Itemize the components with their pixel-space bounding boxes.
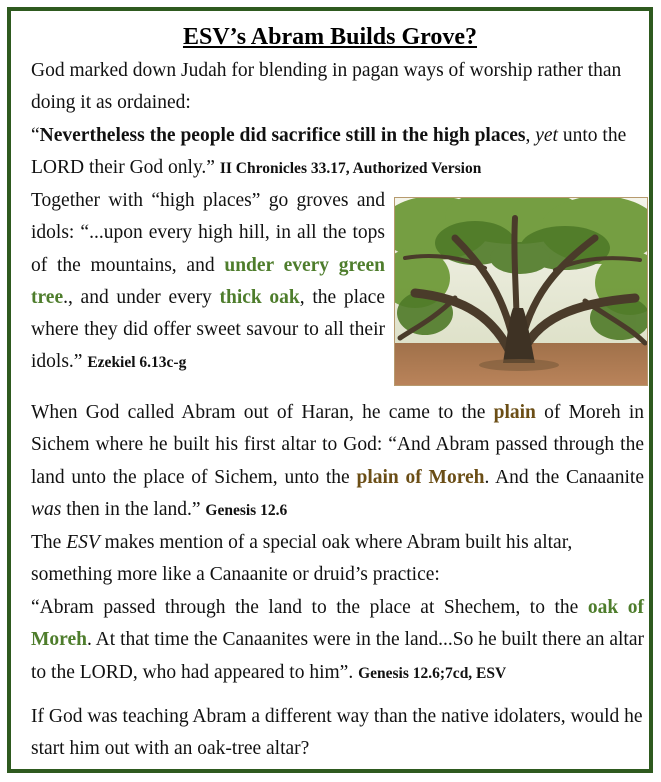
quote-rest: unto the LORD their God only.” — [31, 125, 627, 179]
thick-oak: thick oak — [219, 286, 300, 308]
abram-paragraph — [31, 397, 644, 527]
closing-paragraph: If God was teaching Abram a different way than the native idolaters, would he start him out with an oak-tree altar? — [31, 706, 643, 760]
oak-of-moreh: oak of Moreh — [31, 597, 645, 651]
abram-text-a: When God called Abram out of Haran, he came to the — [31, 402, 494, 423]
chronicles-reference: II Chronicles 33.17, Authorized Version — [219, 160, 482, 178]
abram-text-c: . And the Canaanite — [484, 466, 645, 488]
genesis-reference: Genesis 12.6 — [205, 501, 288, 519]
esv-paragraph — [31, 527, 644, 592]
plain-of-moreh: plain of Moreh — [356, 466, 485, 488]
abram-italic-was: was — [31, 498, 62, 520]
abram-text-d: then in the land.” — [61, 498, 201, 520]
esv-quote — [31, 592, 644, 690]
under-every-green-tree: under every green tree — [31, 254, 386, 308]
ezekiel-text-c: , the place where they did offer sweet savour to all their idols.” — [31, 286, 385, 373]
ezekiel-paragraph — [31, 185, 385, 380]
ezekiel-text-b: ., and under every — [63, 286, 220, 308]
ezekiel-reference: Ezekiel 6.13c-g — [87, 354, 187, 372]
quote-bold-text: Nevertheless the people did sacrifice still in the high places — [39, 125, 526, 146]
chronicles-quote — [31, 120, 644, 186]
tree-icon — [395, 198, 647, 385]
page-title: ESV’s Abram Builds Grove? — [182, 24, 478, 50]
document-frame — [7, 7, 653, 773]
esv-italic: ESV — [66, 532, 100, 553]
oak-tree-image — [394, 197, 648, 386]
esv-quote-text-b: . At that time the Canaanites were in the land...So he built there an altar to the LORD, who had appeared to him”. — [31, 629, 644, 683]
abram-text-b: of Moreh in Sichem where he built his first altar to God: “And Abram passed through the land unto the place of Sichem, unto the — [31, 402, 644, 488]
esv-text-b: makes mention of a special oak where Abram built his altar, something more like a Canaanite or druid’s practice: — [31, 532, 573, 586]
esv-text-a: The — [31, 532, 67, 553]
quote-open: “ — [31, 125, 40, 146]
intro-paragraph: God marked down Judah for blending in pagan ways of worship rather than doing it as ordained: — [31, 60, 622, 114]
plain-word: plain — [493, 402, 536, 423]
ezekiel-text-a: Together with “high places” go groves and idols: “...upon every high hill, in all the tops of the mountains, and — [31, 190, 385, 276]
quote-comma: , — [525, 125, 536, 146]
quote-italic-yet: yet — [535, 125, 558, 146]
esv-quote-text-a: “Abram passed through the land to the place at Shechem, to the — [31, 597, 588, 618]
esv-genesis-reference: Genesis 12.6;7cd, ESV — [358, 664, 507, 682]
